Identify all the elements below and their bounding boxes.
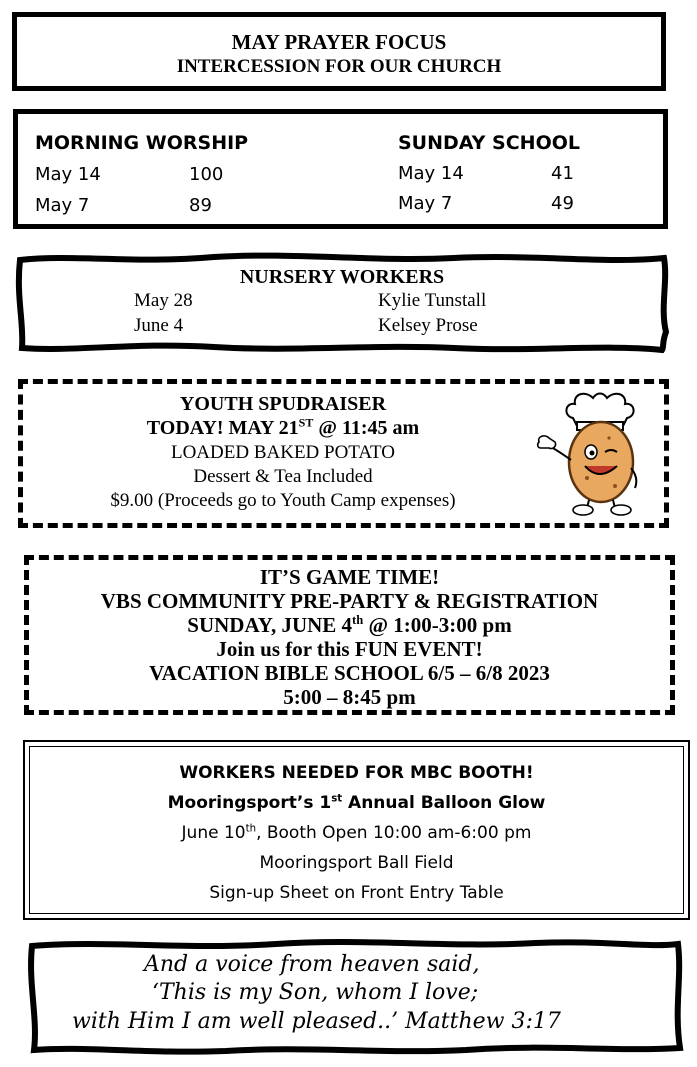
nursery-worker-name: Kelsey Prose — [378, 315, 478, 336]
nursery-workers-box — [14, 252, 670, 355]
spudraiser-title: YOUTH SPUDRAISER — [179, 393, 387, 415]
vbs-event-date: SUNDAY, JUNE 4th @ 1:00-3:00 pm — [187, 613, 512, 637]
morning-worship-count: 89 — [189, 195, 212, 216]
morning-worship-title: MORNING WORSHIP — [35, 132, 249, 154]
inner-border — [29, 746, 684, 914]
bible-verse-box — [26, 938, 685, 1056]
event-location: Mooringsport Ball Field — [259, 853, 454, 873]
booth-hours: June 10th, Booth Open 10:00 am-6:00 pm — [181, 823, 532, 843]
sunday-school-date: May 7 — [398, 193, 453, 214]
sunday-school-count: 41 — [551, 163, 574, 184]
morning-worship-date: May 14 — [35, 164, 101, 185]
vbs-times: 5:00 – 8:45 pm — [283, 685, 416, 709]
potato-chef-icon — [535, 388, 659, 518]
morning-worship-date: May 7 — [35, 195, 90, 216]
morning-worship-count: 100 — [189, 164, 224, 185]
balloon-glow-event: Mooringsport’s 1st Annual Balloon Glow — [167, 793, 546, 813]
spudraiser-extras: Dessert & Tea Included — [193, 466, 373, 487]
signup-instructions: Sign-up Sheet on Front Entry Table — [209, 883, 504, 903]
vbs-dates: VACATION BIBLE SCHOOL 6/5 – 6/8 2023 — [149, 661, 550, 685]
spudraiser-date: TODAY! MAY 21ST @ 11:45 am — [146, 415, 420, 439]
vbs-invitation: Join us for this FUN EVENT! — [216, 637, 483, 661]
spudraiser-price: $9.00 (Proceeds go to Youth Camp expenses) — [110, 490, 456, 511]
nursery-date: June 4 — [134, 315, 184, 336]
sunday-school-count: 49 — [551, 193, 574, 214]
attendance-box — [13, 109, 668, 229]
prayer-focus-subtitle: INTERCESSION FOR OUR CHURCH — [176, 56, 502, 77]
sunday-school-date: May 14 — [398, 163, 464, 184]
spudraiser-menu: LOADED BAKED POTATO — [170, 442, 395, 463]
verse-line-2: ‘This is my Son, whom I love; — [152, 980, 479, 1005]
nursery-date: May 28 — [134, 290, 193, 311]
verse-line-3: with Him I am well pleased..’ Matthew 3:17 — [72, 1009, 561, 1034]
nursery-worker-name: Kylie Tunstall — [378, 290, 487, 311]
workers-needed-box — [23, 740, 690, 920]
prayer-focus-box — [12, 12, 666, 91]
workers-title: WORKERS NEEDED FOR MBC BOOTH! — [179, 763, 534, 783]
youth-spudraiser-box — [18, 379, 669, 528]
verse-line-1: And a voice from heaven said, — [144, 952, 480, 977]
vbs-headline: IT’S GAME TIME! — [259, 565, 440, 589]
vbs-box — [24, 555, 675, 715]
vbs-event-name: VBS COMMUNITY PRE-PARTY & REGISTRATION — [100, 589, 599, 613]
sunday-school-title: SUNDAY SCHOOL — [398, 132, 580, 154]
nursery-title: NURSERY WORKERS — [239, 266, 445, 288]
prayer-focus-title: MAY PRAYER FOCUS — [231, 30, 447, 54]
